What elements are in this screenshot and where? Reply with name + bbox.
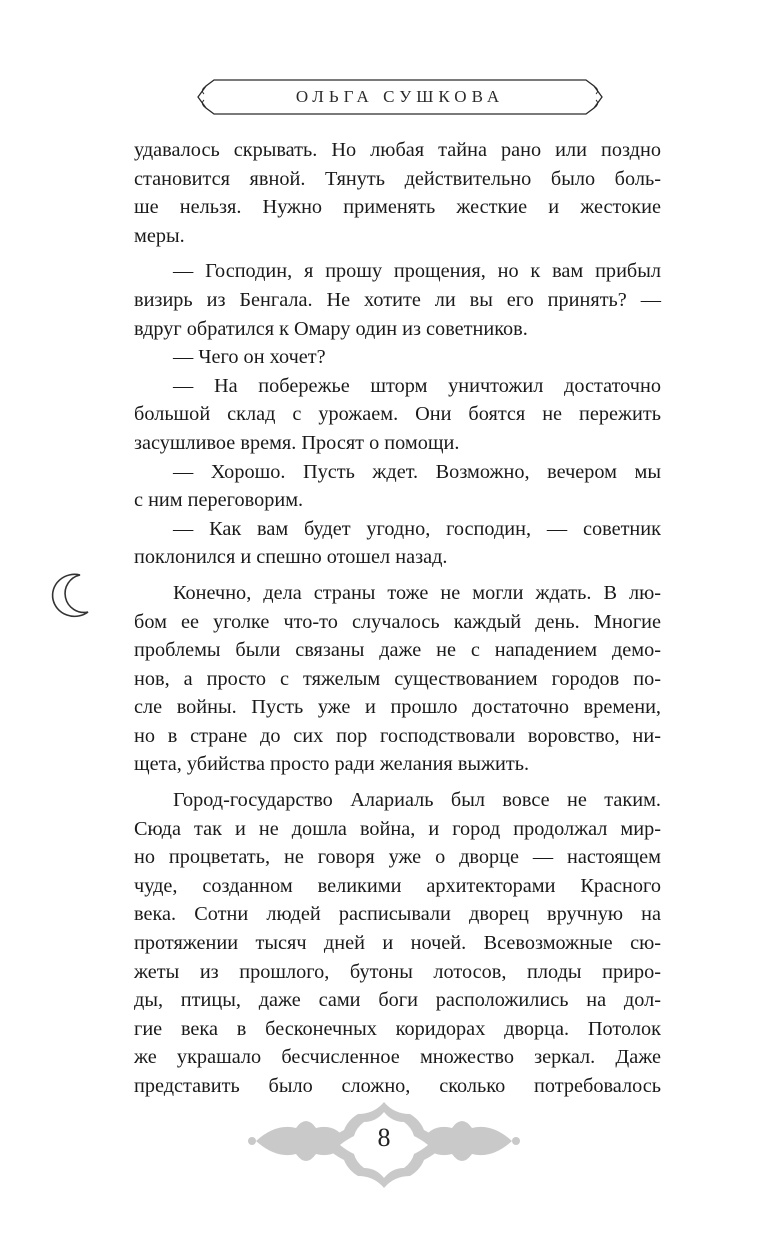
crescent-moon-icon xyxy=(36,572,106,618)
text-line: — Чего он хочет? xyxy=(173,346,326,369)
author-name: ОЛЬГА СУШКОВА xyxy=(295,87,505,106)
text-line: Город-государство Алариаль был вовсе не таким. xyxy=(173,789,661,812)
page-body-text xyxy=(134,136,661,1101)
text-line: нов, а просто с тяжелым существованием городов по- xyxy=(134,667,661,690)
running-header xyxy=(196,74,604,120)
text-line: поклонился и спешно отошел назад. xyxy=(134,546,448,569)
text-line: визирь из Бенгала. Не хотите ли вы его принять? — xyxy=(134,288,661,311)
text-line: протяжении тысяч дней и ночей. Всевозможные сю- xyxy=(134,932,661,955)
text-line: засушливое время. Просят о помощи. xyxy=(134,431,460,454)
text-line: с ним переговорим. xyxy=(134,489,304,512)
page-number: 8 xyxy=(377,1123,391,1152)
text-line: ды, птицы, даже сами боги расположились на дол- xyxy=(134,989,661,1012)
text-line: Сюда так и не дошла война, и город продолжал мир- xyxy=(134,817,661,840)
text-line: гие века в бесконечных коридорах дворца. Потолок xyxy=(134,1017,661,1040)
text-line: но процветать, не говоря уже о дворце — настоящем xyxy=(134,846,661,869)
text-line: меры. xyxy=(134,224,185,247)
page-footer xyxy=(0,1098,768,1192)
text-line: вдруг обратился к Омару один из советников. xyxy=(134,317,528,340)
text-line: Конечно, дела страны тоже не могли ждать. В лю- xyxy=(173,581,661,604)
text-line: удавалось скрывать. Но любая тайна рано или поздно xyxy=(134,139,661,161)
text-line: века. Сотни людей расписывали дворец вручную на xyxy=(134,903,661,926)
text-line: — Хорошо. Пусть ждет. Возможно, вечером мы xyxy=(173,460,661,483)
text-line: сле войны. Пусть уже и прошло достаточно времени, xyxy=(134,696,661,719)
text-line: большой склад с урожаем. Они боятся не пережить xyxy=(134,403,661,426)
text-line: жеты из прошлого, бутоны лотосов, плоды приро- xyxy=(134,960,661,983)
text-line: — Как вам будет угодно, господин, — советник xyxy=(173,517,661,540)
text-line: же украшало бесчисленное множество зеркал. Даже xyxy=(134,1046,661,1069)
text-line: представить было сложно, сколько потребовалось xyxy=(134,1075,661,1097)
text-line: бом ее уголке что-то случалось каждый день. Многие xyxy=(134,610,661,633)
text-line: — Господин, я прошу прощения, но к вам прибыл xyxy=(173,260,661,283)
text-line: но в стране до сих пор господствовали воровство, ни- xyxy=(134,724,661,747)
text-line: ше нельзя. Нужно применять жесткие и жестокие xyxy=(134,196,661,219)
text-line: становится явной. Тянуть действительно было боль- xyxy=(134,167,661,190)
text-line: щета, убийства просто ради желания выжить. xyxy=(134,753,530,776)
text-line: чуде, созданном великими архитекторами Красного xyxy=(134,874,661,897)
text-line: — На побережье шторм уничтожил достаточно xyxy=(173,374,661,397)
text-line: проблемы были связаны даже не с нападением демо- xyxy=(134,639,661,662)
